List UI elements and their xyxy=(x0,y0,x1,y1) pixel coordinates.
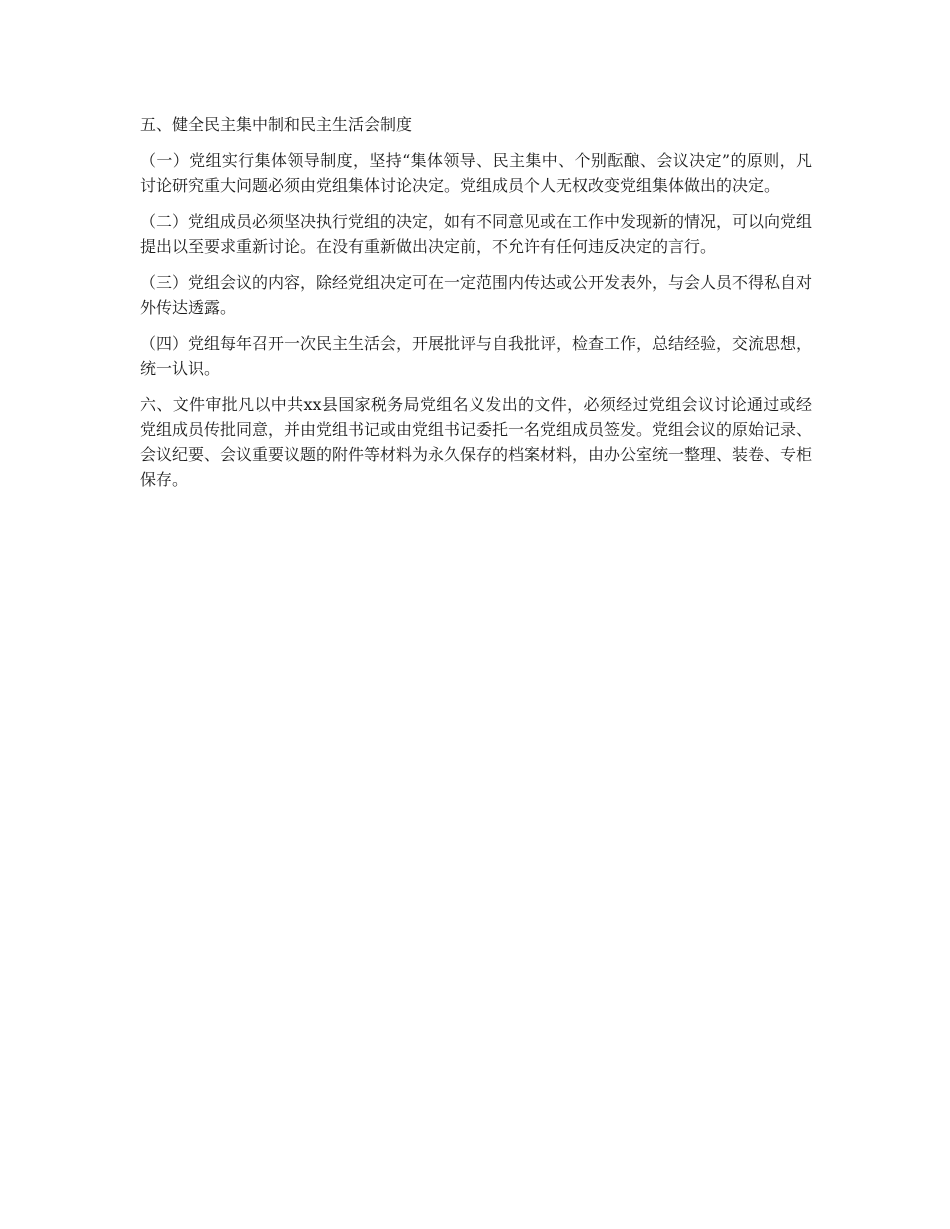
paragraph-2: （二）党组成员必须坚决执行党组的决定，如有不同意见或在工作中发现新的情况，可以向党组提出以至要求重新讨论。在没有重新做出决定前，不允许有任何违反决定的言行。 xyxy=(140,212,813,256)
paragraph-3: （三）党组会议的内容，除经党组决定可在一定范围内传达或公开发表外，与会人员不得私自对外传达透露。 xyxy=(140,273,813,317)
section-5-heading: 五、健全民主集中制和民主生活会制度 xyxy=(140,115,413,134)
section-6-paragraph: 六、文件审批凡以中共xx县国家税务局党组名义发出的文件，必须经过党组会议讨论通过或经党组成员传批同意，并由党组书记或由党组书记委托一名党组成员签发。党组会议的原始记录、会议纪要、会议重要议题的附件等材料为永久保存的档案材料，由办公室统一整理、装卷、专柜保存。 xyxy=(140,395,813,489)
paragraph-4: （四）党组每年召开一次民主生活会，开展批评与自我批评，检查工作，总结经验，交流思想，统一认识。 xyxy=(140,334,813,378)
paragraph-1: （一）党组实行集体领导制度，坚持“集体领导、民主集中、个别酝酿、会议决定”的原则，凡讨论研究重大问题必须由党组集体讨论决定。党组成员个人无权改变党组集体做出的决定。 xyxy=(140,151,812,195)
document-body xyxy=(140,112,812,503)
